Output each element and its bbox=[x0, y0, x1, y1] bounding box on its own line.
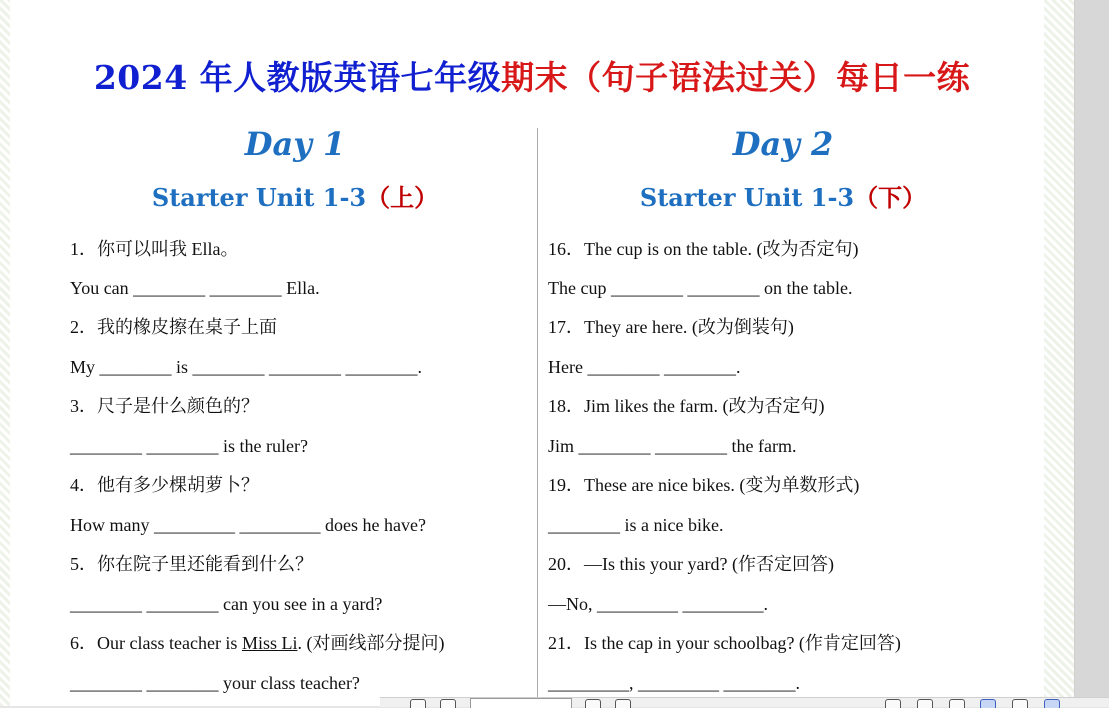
day1-q6-underlined: Miss Li bbox=[241, 633, 298, 653]
day1-unit-heading bbox=[60, 178, 530, 213]
day1-q4-answer: How many _________ _________ does he have? bbox=[70, 515, 426, 535]
column-divider bbox=[537, 128, 538, 706]
vertical-scrollbar[interactable] bbox=[1075, 0, 1109, 706]
day1-heading: Day 1 bbox=[244, 125, 346, 163]
day2-heading: Day 2 bbox=[732, 125, 834, 163]
day2-q17: 17．They are here. (改为倒装句) bbox=[548, 317, 794, 337]
day1-q3-answer: ________ ________ is the ruler? bbox=[70, 436, 308, 456]
first-page-icon[interactable] bbox=[410, 699, 426, 708]
day2-q19: 19．These are nice bikes. (变为单数形式) bbox=[548, 475, 860, 495]
day2-q18-answer: Jim ________ ________ the farm. bbox=[548, 436, 797, 456]
day2-q20: 20．—Is this your yard? (作否定回答) bbox=[548, 554, 834, 574]
day1-q2-answer: My ________ is ________ ________ ________. bbox=[70, 357, 423, 377]
single-page-icon[interactable] bbox=[980, 699, 996, 708]
day1-q2: 2．我的橡皮擦在桌子上面 bbox=[70, 317, 277, 337]
day1-q1: 1．你可以叫我 Ella。 bbox=[70, 239, 239, 259]
day2-q19-answer: ________ is a nice bike. bbox=[548, 515, 724, 535]
title-red-part: 期末（句子语法过关）每日一练 bbox=[501, 58, 971, 97]
day2-q16: 16．The cup is on the table. (改为否定句) bbox=[548, 239, 859, 259]
day1-q1-answer: You can ________ ________ Ella. bbox=[70, 278, 320, 298]
day2-q16-answer: The cup ________ ________ on the table. bbox=[548, 278, 853, 298]
day1-q5-answer: ________ ________ can you see in a yard? bbox=[70, 594, 383, 614]
fit-page-icon[interactable] bbox=[917, 699, 933, 708]
day2-q21-answer: _________, _________ ________. bbox=[548, 673, 800, 693]
continuous-icon[interactable] bbox=[1044, 699, 1060, 708]
day2-half-label: （下） bbox=[854, 183, 927, 212]
day1-q3: 3．尺子是什么颜色的？ bbox=[70, 396, 259, 416]
page-margin-left bbox=[0, 0, 10, 706]
two-page-icon[interactable] bbox=[949, 699, 965, 708]
day1-q6 bbox=[70, 632, 444, 654]
title-blue-part: 2024 年人教版英语七年级 bbox=[93, 58, 502, 97]
day1-q5: 5．你在院子里还能看到什么？ bbox=[70, 554, 313, 574]
day2-q17-answer: Here ________ ________. bbox=[548, 357, 741, 377]
day1-q6-text: 6．Our class teacher is bbox=[70, 633, 242, 653]
day2-q18: 18．Jim likes the farm. (改为否定句) bbox=[548, 396, 825, 416]
day1-q6-answer: ________ ________ your class teacher? bbox=[70, 673, 360, 693]
fit-width-icon[interactable] bbox=[885, 699, 901, 708]
day1-unit-label: Starter Unit 1-3 bbox=[151, 183, 367, 212]
day2-unit-heading bbox=[548, 178, 1018, 213]
day2-unit-label: Starter Unit 1-3 bbox=[639, 183, 855, 212]
prev-page-icon[interactable] bbox=[440, 699, 456, 708]
day1-q4: 4．他有多少棵胡萝卜？ bbox=[70, 475, 259, 495]
page-number-input[interactable] bbox=[470, 698, 572, 708]
last-page-icon[interactable] bbox=[615, 699, 631, 708]
book-icon[interactable] bbox=[1012, 699, 1028, 708]
document-title bbox=[10, 52, 1044, 99]
document-page bbox=[10, 0, 1044, 706]
day2-q20-answer: —No, _________ _________. bbox=[548, 594, 768, 614]
day1-half-label: （上） bbox=[366, 183, 439, 212]
next-page-icon[interactable] bbox=[585, 699, 601, 708]
day2-q21: 21．Is the cap in your schoolbag? (作肯定回答) bbox=[548, 633, 901, 653]
page-margin-right bbox=[1044, 0, 1075, 706]
day1-q6-instruction: . (对画线部分提问) bbox=[297, 633, 445, 653]
